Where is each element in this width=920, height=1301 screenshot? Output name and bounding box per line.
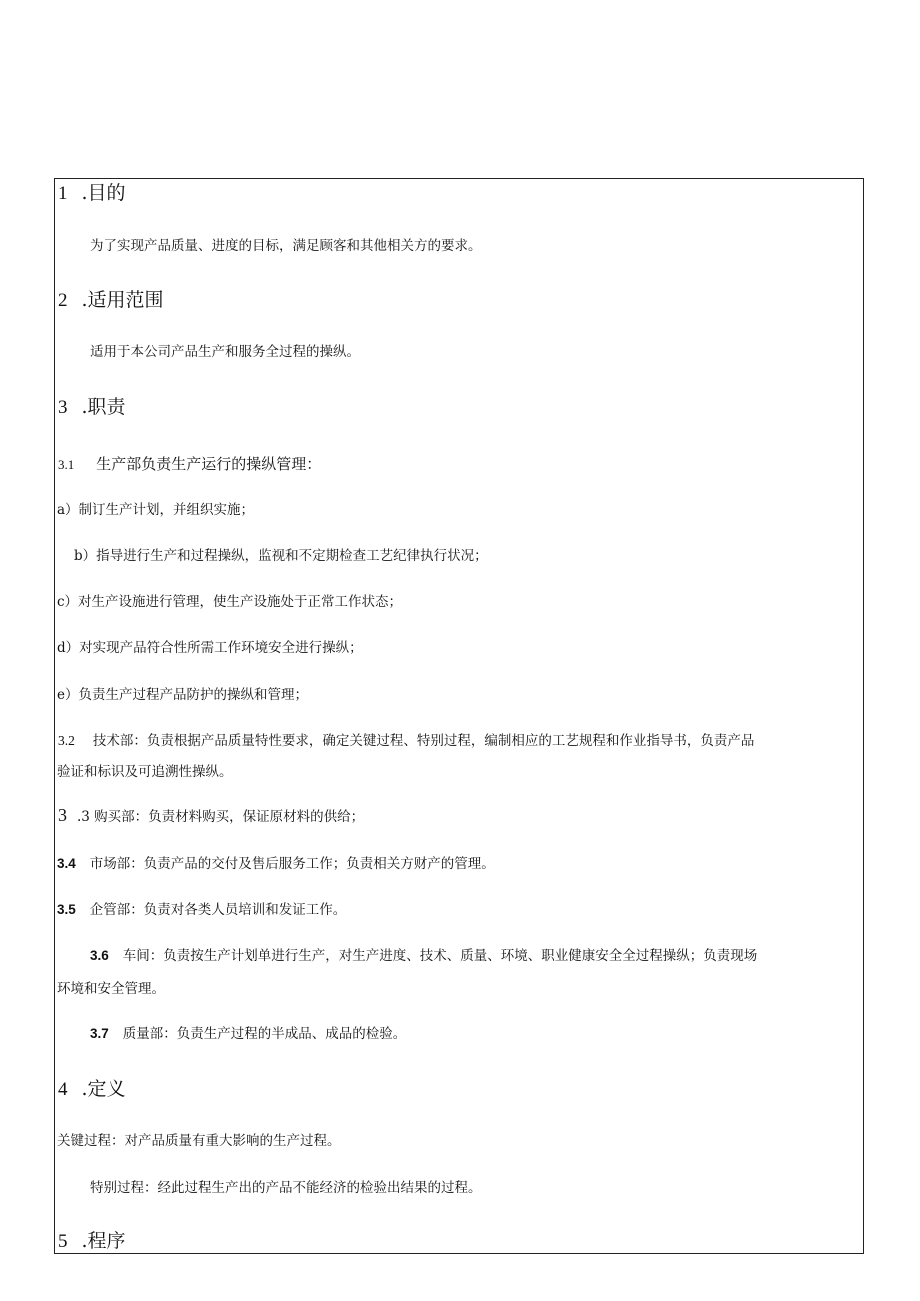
item-3-1-d: d）对实现产品符合性所需工作环境安全进行操纵； — [57, 640, 363, 656]
section-5-heading — [58, 1227, 126, 1256]
item-number: 3.1 — [58, 457, 75, 472]
item-3-4 — [57, 854, 495, 874]
section-1-body: 为了实现产品质量、进度的目标，满足顾客和其他相关方的要求。 — [90, 238, 482, 254]
item-number: 3.5 — [57, 902, 76, 917]
section-number: 4 — [58, 1079, 68, 1100]
section-4-body-2: 特别过程：经此过程生产出的产品不能经济的检验出结果的过程。 — [90, 1180, 482, 1196]
document-frame — [54, 178, 864, 1254]
section-3-heading — [58, 393, 126, 422]
section-title: .程序 — [81, 1230, 126, 1252]
item-3-1-a: a）制订生产计划，并组织实施； — [57, 502, 255, 518]
item-number: 3.7 — [90, 1026, 109, 1041]
item-number: 3.4 — [57, 856, 76, 871]
section-number: 3 — [58, 397, 68, 418]
item-3-1 — [58, 454, 321, 475]
item-text: 生产部负责生产运行的操纵管理： — [96, 455, 322, 473]
section-4-heading — [58, 1075, 126, 1104]
item-number: 3 — [58, 805, 67, 825]
section-2-heading — [58, 286, 164, 315]
item-3-1-e: e）负责生产过程产品防护的操纵和管理； — [57, 687, 308, 703]
item-number: 3.2 — [58, 733, 75, 748]
section-1-heading — [58, 179, 126, 208]
section-number: 1 — [58, 183, 68, 204]
item-number: 3.6 — [90, 948, 109, 963]
item-text: 企管部：负责对各类人员培训和发证工作。 — [89, 902, 347, 918]
section-number: 5 — [58, 1231, 68, 1252]
section-4-body-1: 关键过程：对产品质量有重大影响的生产过程。 — [57, 1133, 341, 1149]
section-title: .适用范围 — [81, 289, 164, 311]
item-text: 技术部：负责根据产品质量特性要求，确定关键过程、特别过程，编制相应的工艺规程和作业指导书，负责产品 — [92, 733, 755, 749]
item-text: 质量部：负责生产过程的半成品、成品的检验。 — [122, 1026, 407, 1042]
item-3-2-cont: 验证和标识及可追溯性操纵。 — [57, 764, 233, 780]
item-text: .3 购买部：负责材料购买，保证原材料的供给； — [77, 809, 365, 825]
item-text: 市场部：负责产品的交付及售后服务工作；负责相关方财产的管理。 — [89, 856, 495, 872]
section-2-body: 适用于本公司产品生产和服务全过程的操纵。 — [90, 344, 360, 360]
section-title: .职责 — [81, 396, 126, 418]
section-title: .目的 — [81, 182, 126, 204]
item-3-1-b: b）指导进行生产和过程操纵，监视和不定期检查工艺纪律执行状况； — [74, 548, 488, 564]
item-text: 车间：负责按生产计划单进行生产，对生产进度、技术、质量、环境、职业健康安全全过程操纵；负责现场 — [122, 948, 758, 964]
section-title: .定义 — [81, 1078, 126, 1100]
item-3-2 — [58, 731, 754, 751]
item-3-3 — [58, 805, 364, 827]
item-3-7 — [90, 1024, 406, 1044]
section-number: 2 — [58, 290, 68, 311]
item-3-6-cont: 环境和安全管理。 — [57, 981, 165, 997]
item-3-6 — [90, 946, 757, 966]
item-3-5 — [57, 900, 346, 920]
item-3-1-c: c）对生产设施进行管理，使生产设施处于正常工作状态； — [57, 594, 403, 610]
